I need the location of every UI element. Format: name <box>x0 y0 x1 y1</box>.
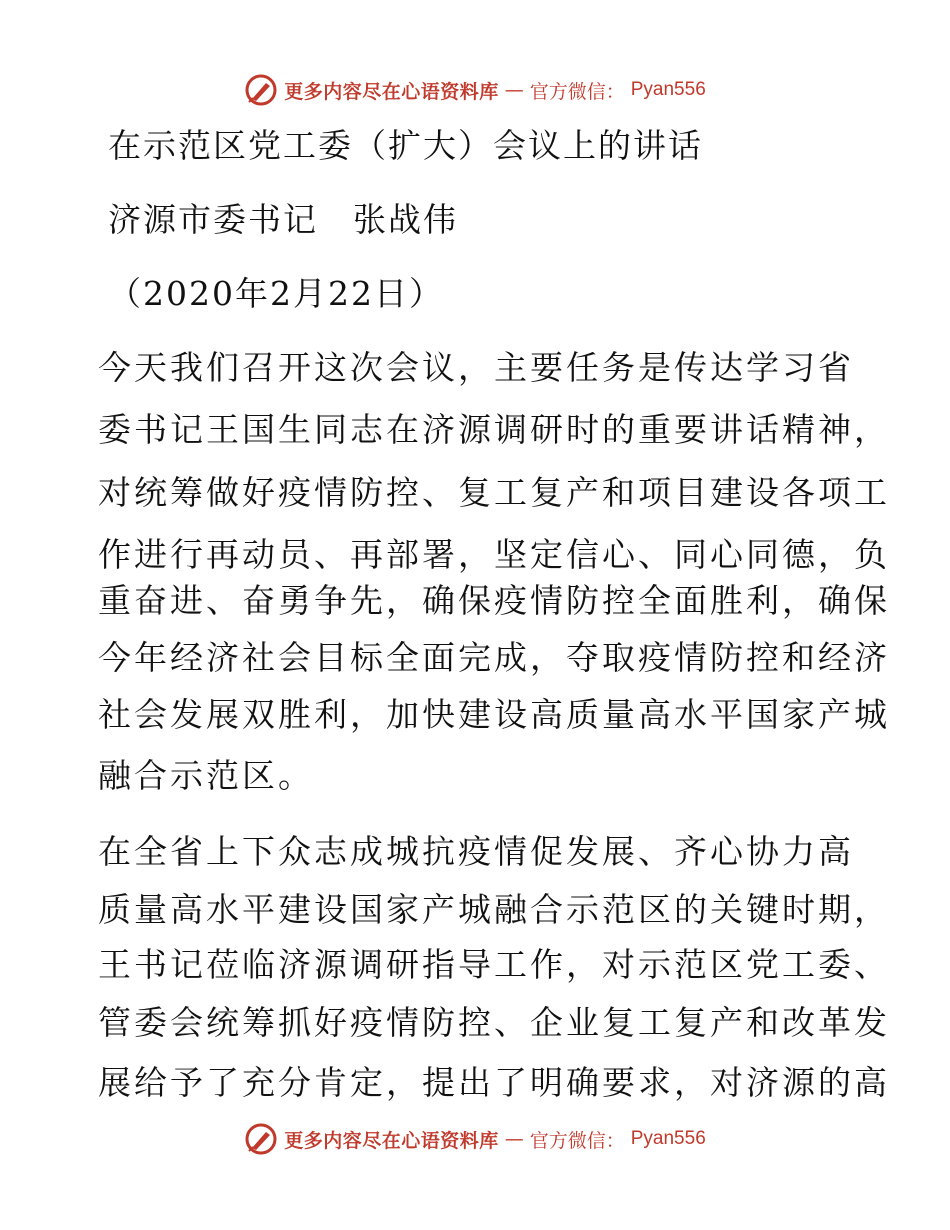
paragraph1-line: 融合示范区。 <box>98 756 314 795</box>
paragraph1-line: 今天我们召开这次会议，主要任务是传达学习省 <box>98 348 854 387</box>
paragraph1-line: 对统筹做好疫情防控、复工复产和项目建设各项工 <box>98 473 890 512</box>
banner-separator: — <box>504 1128 524 1150</box>
banner-site-text: 更多内容尽在心语资料库 <box>284 80 499 103</box>
pen-logo-icon <box>244 73 278 107</box>
banner-separator: — <box>504 79 524 101</box>
pen-logo-icon <box>244 1122 278 1156</box>
paragraph1-line: 重奋进、奋勇争先，确保疫情防控全面胜利，确保 <box>98 581 890 620</box>
watermark-banner-top <box>0 70 950 110</box>
banner-wechat-label: 官方微信： <box>529 80 625 103</box>
banner-site-text: 更多内容尽在心语资料库 <box>284 1129 499 1152</box>
paragraph1-line: 今年经济社会目标全面完成，夺取疫情防控和经济 <box>98 638 890 677</box>
paragraph2-line: 管委会统筹抓好疫情防控、企业复工复产和改革发 <box>98 1003 890 1042</box>
paragraph2-line: 质量高水平建设国家产城融合示范区的关键时期， <box>98 890 890 929</box>
document-title: 在示范区党工委（扩大）会议上的讲话 <box>108 126 703 165</box>
paragraph2-line: 王书记莅临济源调研指导工作，对示范区党工委、 <box>98 945 890 984</box>
paragraph1-line: 社会发展双胜利，加快建设高质量高水平国家产城 <box>98 695 890 734</box>
paragraph1-line: 作进行再动员、再部署，坚定信心、同心同德，负 <box>98 535 890 574</box>
paragraph2-line: 在全省上下众志成城抗疫情促发展、齐心协力高 <box>98 832 854 871</box>
banner-wechat-label: 官方微信： <box>529 1129 625 1152</box>
watermark-banner-bottom <box>0 1119 950 1159</box>
banner-wechat-id: Pyan556 <box>630 1128 706 1149</box>
banner-wechat-id: Pyan556 <box>630 79 706 100</box>
paragraph1-line: 委书记王国生同志在济源调研时的重要讲话精神， <box>98 410 890 449</box>
document-author: 济源市委书记 张战伟 <box>108 200 458 239</box>
paragraph2-line: 展给予了充分肯定，提出了明确要求，对济源的高 <box>98 1063 890 1102</box>
document-date: （2020年2月22日） <box>108 274 444 313</box>
